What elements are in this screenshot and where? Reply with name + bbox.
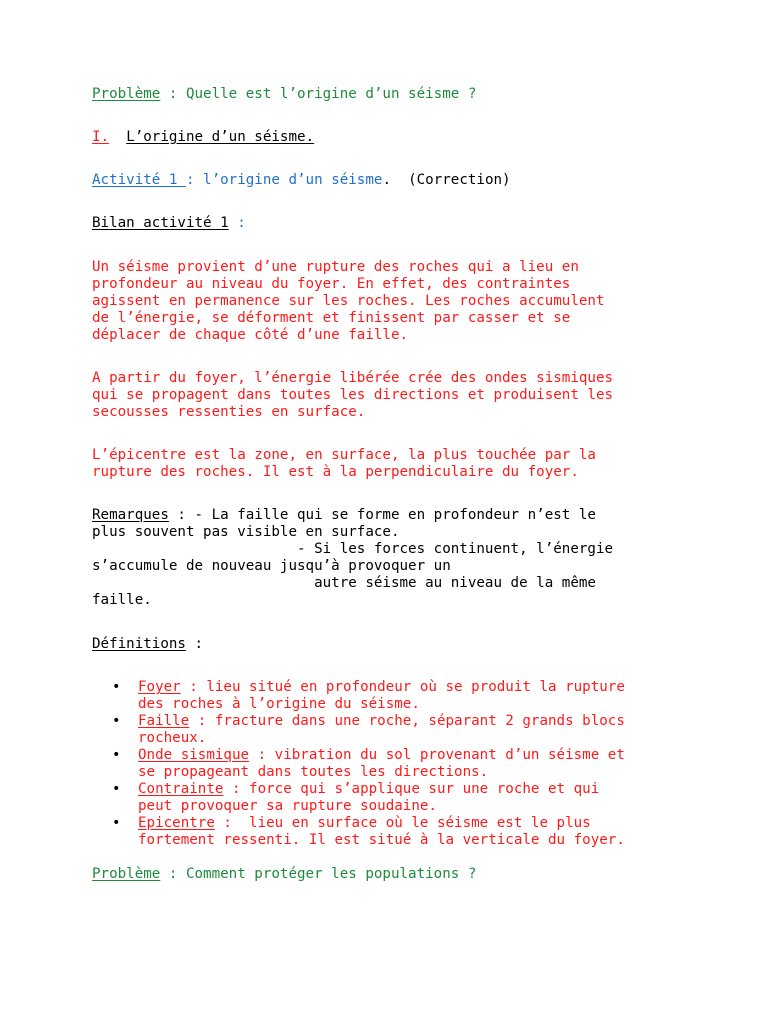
bullet-icon: •	[112, 815, 121, 831]
para1-line-2: profondeur au niveau du foyer. En effet, des contraintes	[92, 276, 571, 292]
remarques-line-3: - Si les forces continuent, l’énergie	[92, 541, 614, 557]
definitions-sep: :	[185, 636, 204, 652]
definitions-heading	[92, 636, 203, 653]
para2-line-3: secousses ressenties en surface.	[92, 404, 366, 420]
bilan-label: Bilan activité 1	[92, 215, 229, 231]
probleme-text: Comment protéger les populations ?	[177, 866, 477, 882]
remarques-line-1	[92, 507, 596, 524]
def-text-cont: se propageant dans toutes les directions.	[138, 764, 489, 780]
def-text: : fracture dans une roche, séparant 2 grands blocs	[189, 713, 625, 729]
def-text: : lieu en surface où le séisme est le plus	[214, 815, 591, 831]
activite-correction: (Correction)	[390, 172, 511, 188]
list-item	[92, 747, 712, 781]
bilan-sep: :	[228, 215, 246, 231]
activite-sep: :	[185, 172, 195, 188]
probleme-label: Problème	[92, 866, 161, 882]
def-text: : vibration du sol provenant d’un séisme et	[249, 747, 625, 763]
list-item	[92, 815, 712, 849]
def-text: : force qui s’applique sur une roche et qui	[223, 781, 600, 797]
def-text-cont: peut provoquer sa rupture soudaine.	[138, 798, 437, 814]
para1-line-3: agissent en permanence sur les roches. Les roches accumulent	[92, 293, 605, 309]
def-term: Epicentre	[138, 815, 215, 831]
def-term: Faille	[138, 713, 190, 729]
def-text: : lieu situé en profondeur où se produit la rupture	[180, 679, 625, 695]
probleme-heading-1	[92, 86, 476, 103]
probleme-label: Problème	[92, 86, 161, 102]
probleme-sep: :	[160, 86, 178, 102]
definitions-label: Définitions	[92, 636, 186, 652]
def-term: Contrainte	[138, 781, 224, 797]
activite-label: Activité 1	[92, 172, 186, 188]
def-text-cont: rocheux.	[138, 730, 207, 746]
list-item	[92, 679, 712, 713]
def-term: Foyer	[138, 679, 181, 695]
remarques-line-6: faille.	[92, 592, 152, 608]
remarques-line-2: plus souvent pas visible en surface.	[92, 524, 400, 540]
remarques-line-5: autre séisme au niveau de la même	[92, 575, 596, 591]
bilan-heading	[92, 215, 246, 232]
probleme-text: Quelle est l’origine d’un séisme ?	[177, 86, 477, 102]
probleme-sep: :	[160, 866, 178, 882]
activite-line	[92, 172, 511, 189]
list-item	[92, 781, 712, 815]
para2-line-1: A partir du foyer, l’énergie libérée crée des ondes sismiques	[92, 370, 614, 386]
para1-line-4: de l’énergie, se déforment et finissent par casser et se	[92, 310, 571, 326]
section-title: L’origine d’un séisme.	[126, 129, 315, 145]
para1-line-1: Un séisme provient d’une rupture des roches qui a lieu en	[92, 259, 579, 275]
bullet-icon: •	[112, 781, 121, 797]
bullet-icon: •	[112, 747, 121, 763]
para3-line-1: L’épicentre est la zone, en surface, la plus touchée par la	[92, 447, 596, 463]
probleme-heading-2	[92, 866, 476, 883]
remarques-line-4: s’accumule de nouveau jusqu’à provoquer un	[92, 558, 451, 574]
definitions-list	[92, 679, 712, 849]
def-term: Onde sismique	[138, 747, 250, 763]
activite-dot: .	[382, 172, 391, 188]
remarques-text-1: : - La faille qui se forme en profondeur n’est le	[168, 507, 596, 523]
activite-text: l’origine d’un séisme	[194, 172, 383, 188]
def-text-cont: des roches à l’origine du séisme.	[138, 696, 420, 712]
para3-line-2: rupture des roches. Il est à la perpendiculaire du foyer.	[92, 464, 579, 480]
section-heading	[92, 129, 314, 146]
list-item	[92, 713, 712, 747]
para2-line-2: qui se propagent dans toutes les directions et produisent les	[92, 387, 614, 403]
bullet-icon: •	[112, 679, 121, 695]
para1-line-5: déplacer de chaque côté d’une faille.	[92, 327, 409, 343]
remarques-label: Remarques	[92, 507, 169, 523]
def-text-cont: fortement ressenti. Il est situé à la verticale du foyer.	[138, 832, 625, 848]
bullet-icon: •	[112, 713, 121, 729]
section-number: I.	[92, 129, 110, 145]
